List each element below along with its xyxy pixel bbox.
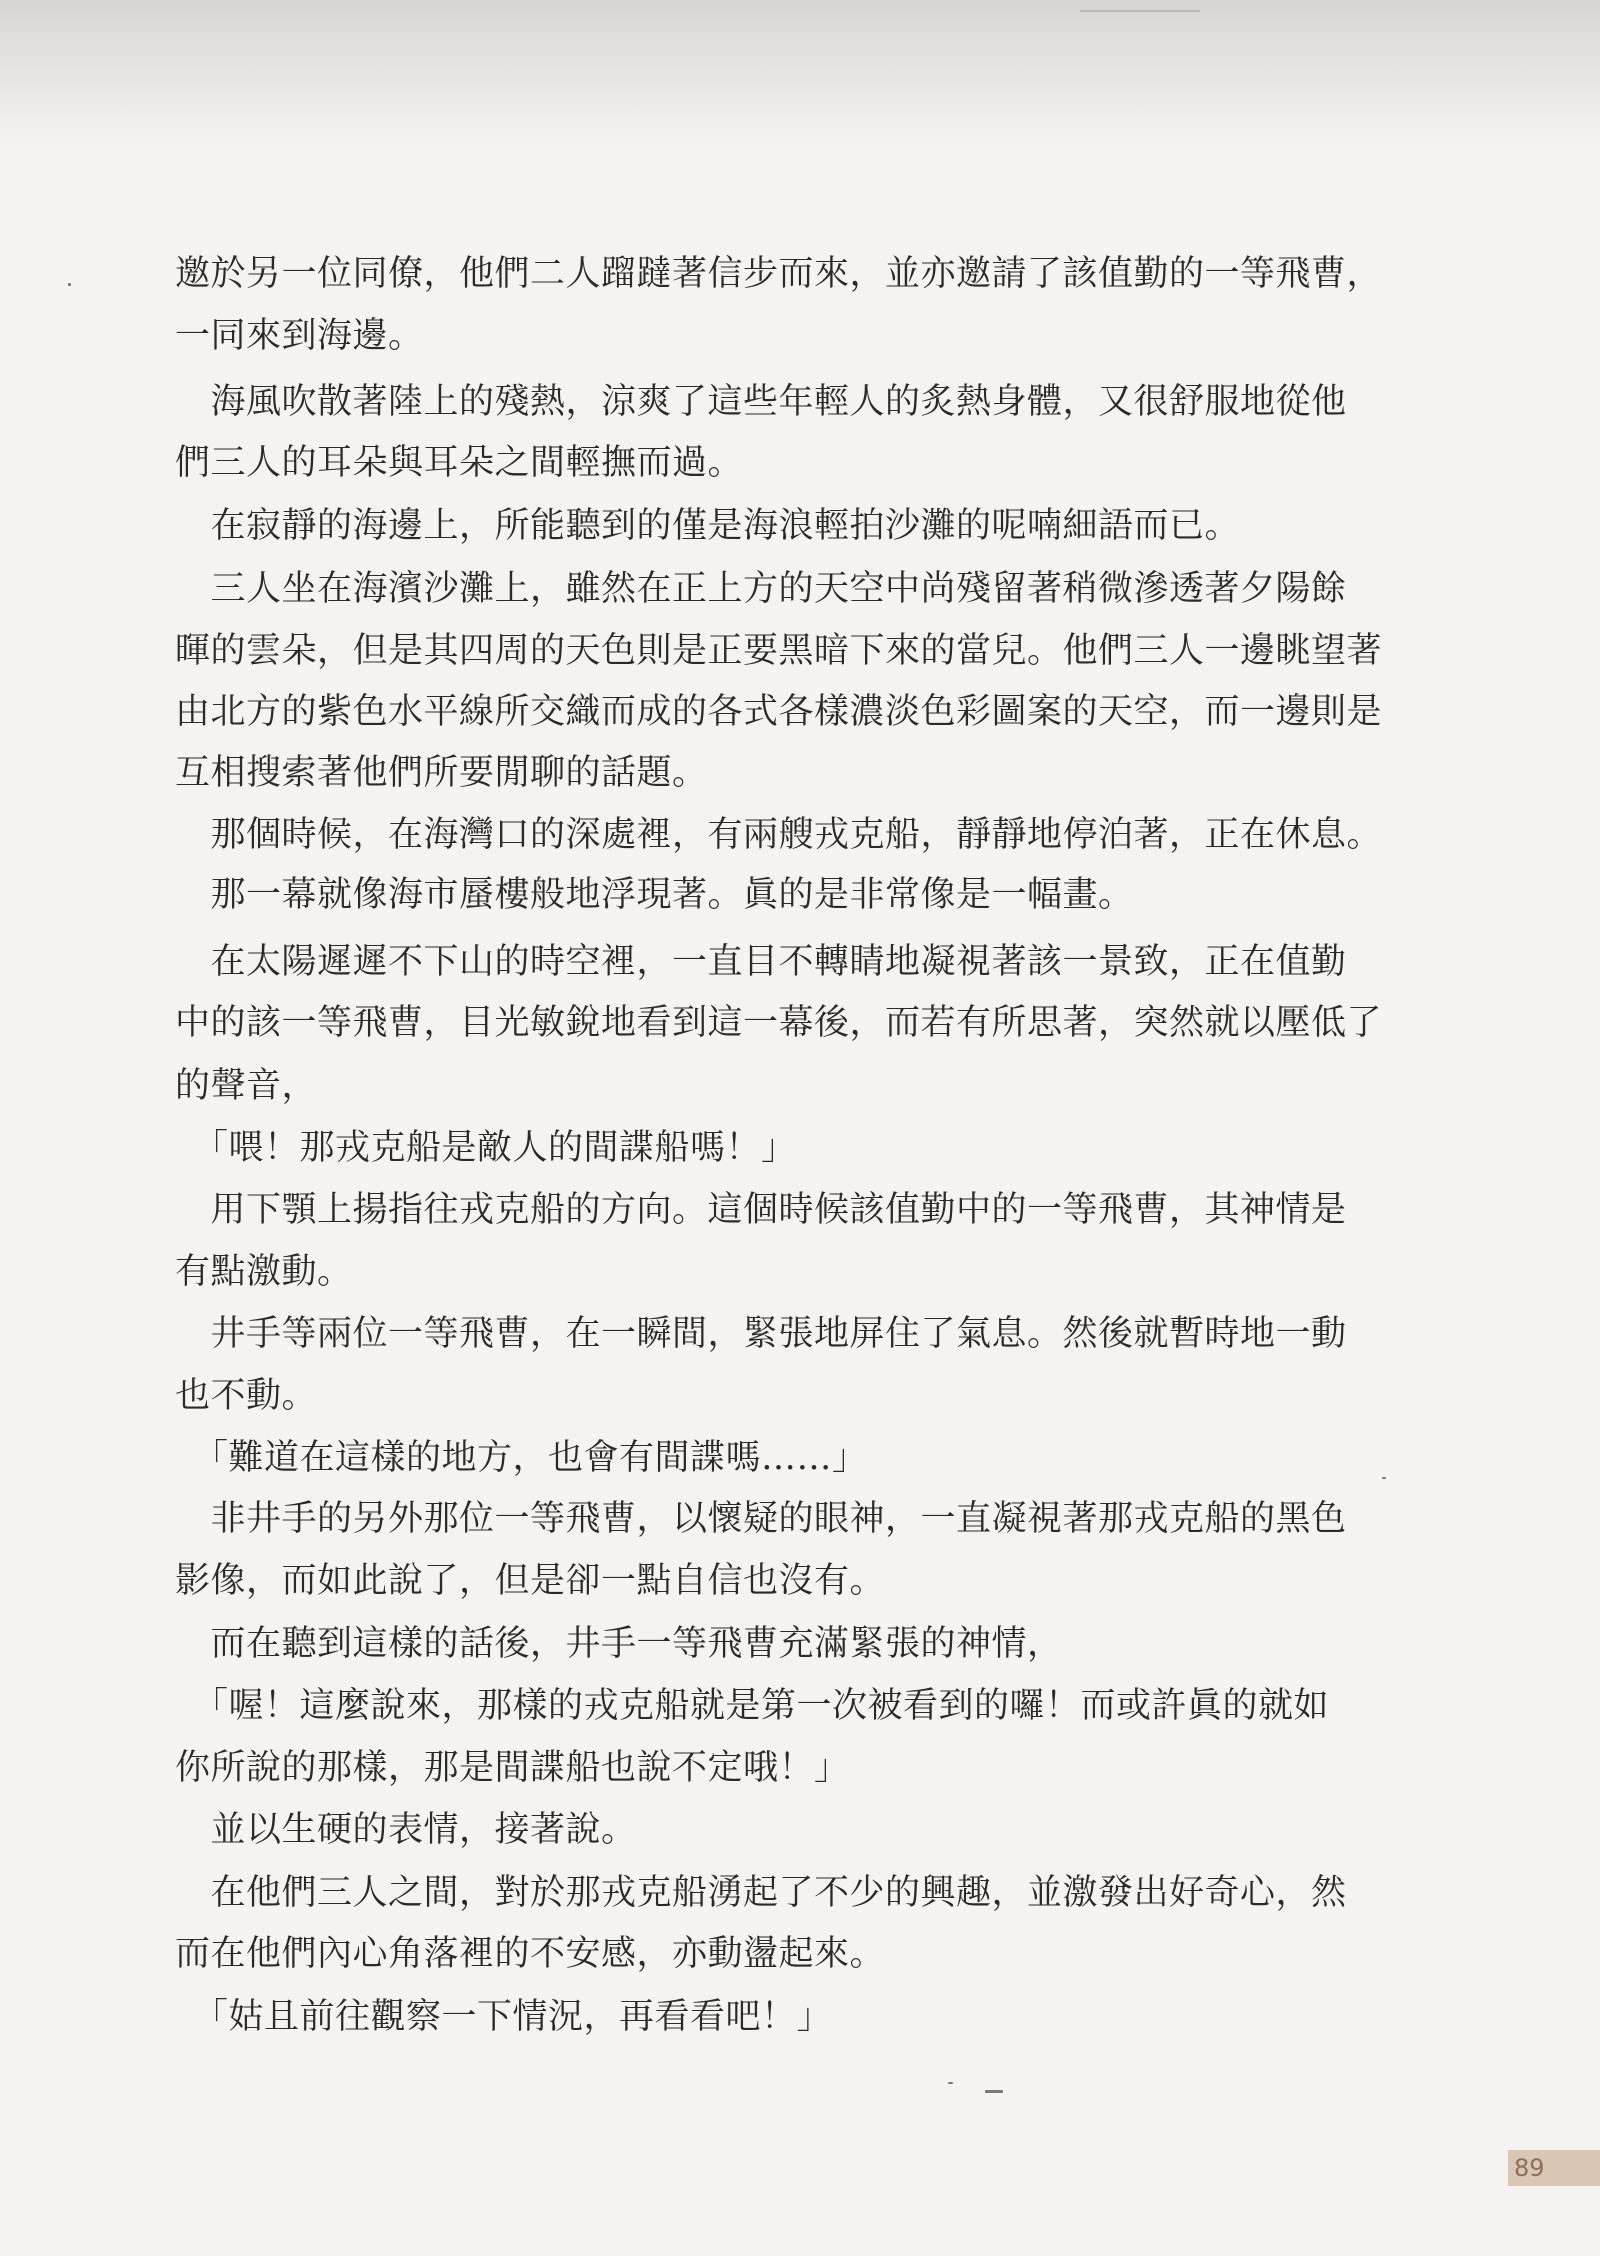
text-line: 暉的雲朵，但是其四周的天色則是正要黑暗下來的當兒。他們三人一邊眺望著 (175, 631, 1383, 671)
text-line: 那一幕就像海市蜃樓般地浮現著。眞的是非常像是一幅畫。 (175, 875, 1134, 915)
text-line: 而在他們內心角落裡的不安感，亦動盪起來。 (175, 1934, 886, 1974)
text-line: 用下顎上揚指往戎克船的方向。這個時候該值勤中的一等飛曹，其神情是 (175, 1190, 1347, 1230)
text-line: 「喔！這麼說來，那樣的戎克船就是第一次被看到的囉！而或許眞的就如 (175, 1686, 1330, 1726)
text-line: 由北方的紫色水平線所交織而成的各式各樣濃淡色彩圖案的天空，而一邊則是 (175, 692, 1383, 732)
page-number: 89 (1514, 2154, 1545, 2182)
text-line: 互相搜索著他們所要閒聊的話題。 (175, 753, 708, 793)
text-line: 在寂靜的海邊上，所能聽到的僅是海浪輕拍沙灘的呢喃細語而已。 (175, 506, 1241, 546)
text-line: 在太陽遲遲不下山的時空裡，一直目不轉睛地凝視著該一景致，正在值勤 (175, 942, 1347, 982)
text-line: 中的該一等飛曹，目光敏銳地看到這一幕後，而若有所思著，突然就以壓低了 (175, 1003, 1383, 1043)
text-line: 有點激動。 (175, 1252, 353, 1292)
top-shadow (0, 0, 1600, 150)
text-line: 非井手的另外那位一等飛曹，以懷疑的眼神，一直凝視著那戎克船的黑色 (175, 1499, 1347, 1539)
scan-speck (948, 2082, 953, 2084)
text-line: 也不動。 (175, 1376, 318, 1416)
text-line: 「姑且前往觀察一下情況，再看看吧！」 (175, 1997, 833, 2037)
text-line: 的聲音， (175, 1066, 318, 1106)
text-line: 而在聽到這樣的話後，井手一等飛曹充滿緊張的神情， (175, 1624, 1063, 1664)
text-line: 一同來到海邊。 (175, 316, 424, 356)
scan-speck (1382, 1477, 1386, 1479)
text-line: 海風吹散著陸上的殘熱，涼爽了這些年輕人的炙熱身體，又很舒服地從他 (175, 382, 1347, 422)
scan-speck (1080, 10, 1200, 12)
scan-speck (985, 2090, 1003, 2093)
text-line: 你所說的那樣，那是間諜船也說不定哦！」 (175, 1748, 850, 1788)
text-line: 並以生硬的表情，接著說。 (175, 1810, 637, 1850)
text-line: 「喂！那戎克船是敵人的間諜船嗎！」 (175, 1128, 797, 1168)
text-line: 井手等兩位一等飛曹，在一瞬間，緊張地屏住了氣息。然後就暫時地一動 (175, 1314, 1347, 1354)
scan-speck (68, 283, 71, 286)
text-line: 影像，而如此說了，但是卻一點自信也沒有。 (175, 1561, 886, 1601)
text-line: 那個時候，在海灣口的深處裡，有兩艘戎克船，靜靜地停泊著，正在休息。 (175, 815, 1383, 855)
text-line: 「難道在這樣的地方，也會有間諜嗎……」 (175, 1438, 868, 1478)
text-line: 在他們三人之間，對於那戎克船湧起了不少的興趣，並激發出好奇心，然 (175, 1873, 1347, 1913)
text-line: 們三人的耳朵與耳朵之間輕撫而過。 (175, 443, 744, 483)
text-line: 邀於另一位同僚，他們二人蹓躂著信步而來，並亦邀請了該值勤的一等飛曹， (175, 254, 1383, 294)
text-line: 三人坐在海濱沙灘上，雖然在正上方的天空中尚殘留著稍微滲透著夕陽餘 (175, 569, 1347, 609)
